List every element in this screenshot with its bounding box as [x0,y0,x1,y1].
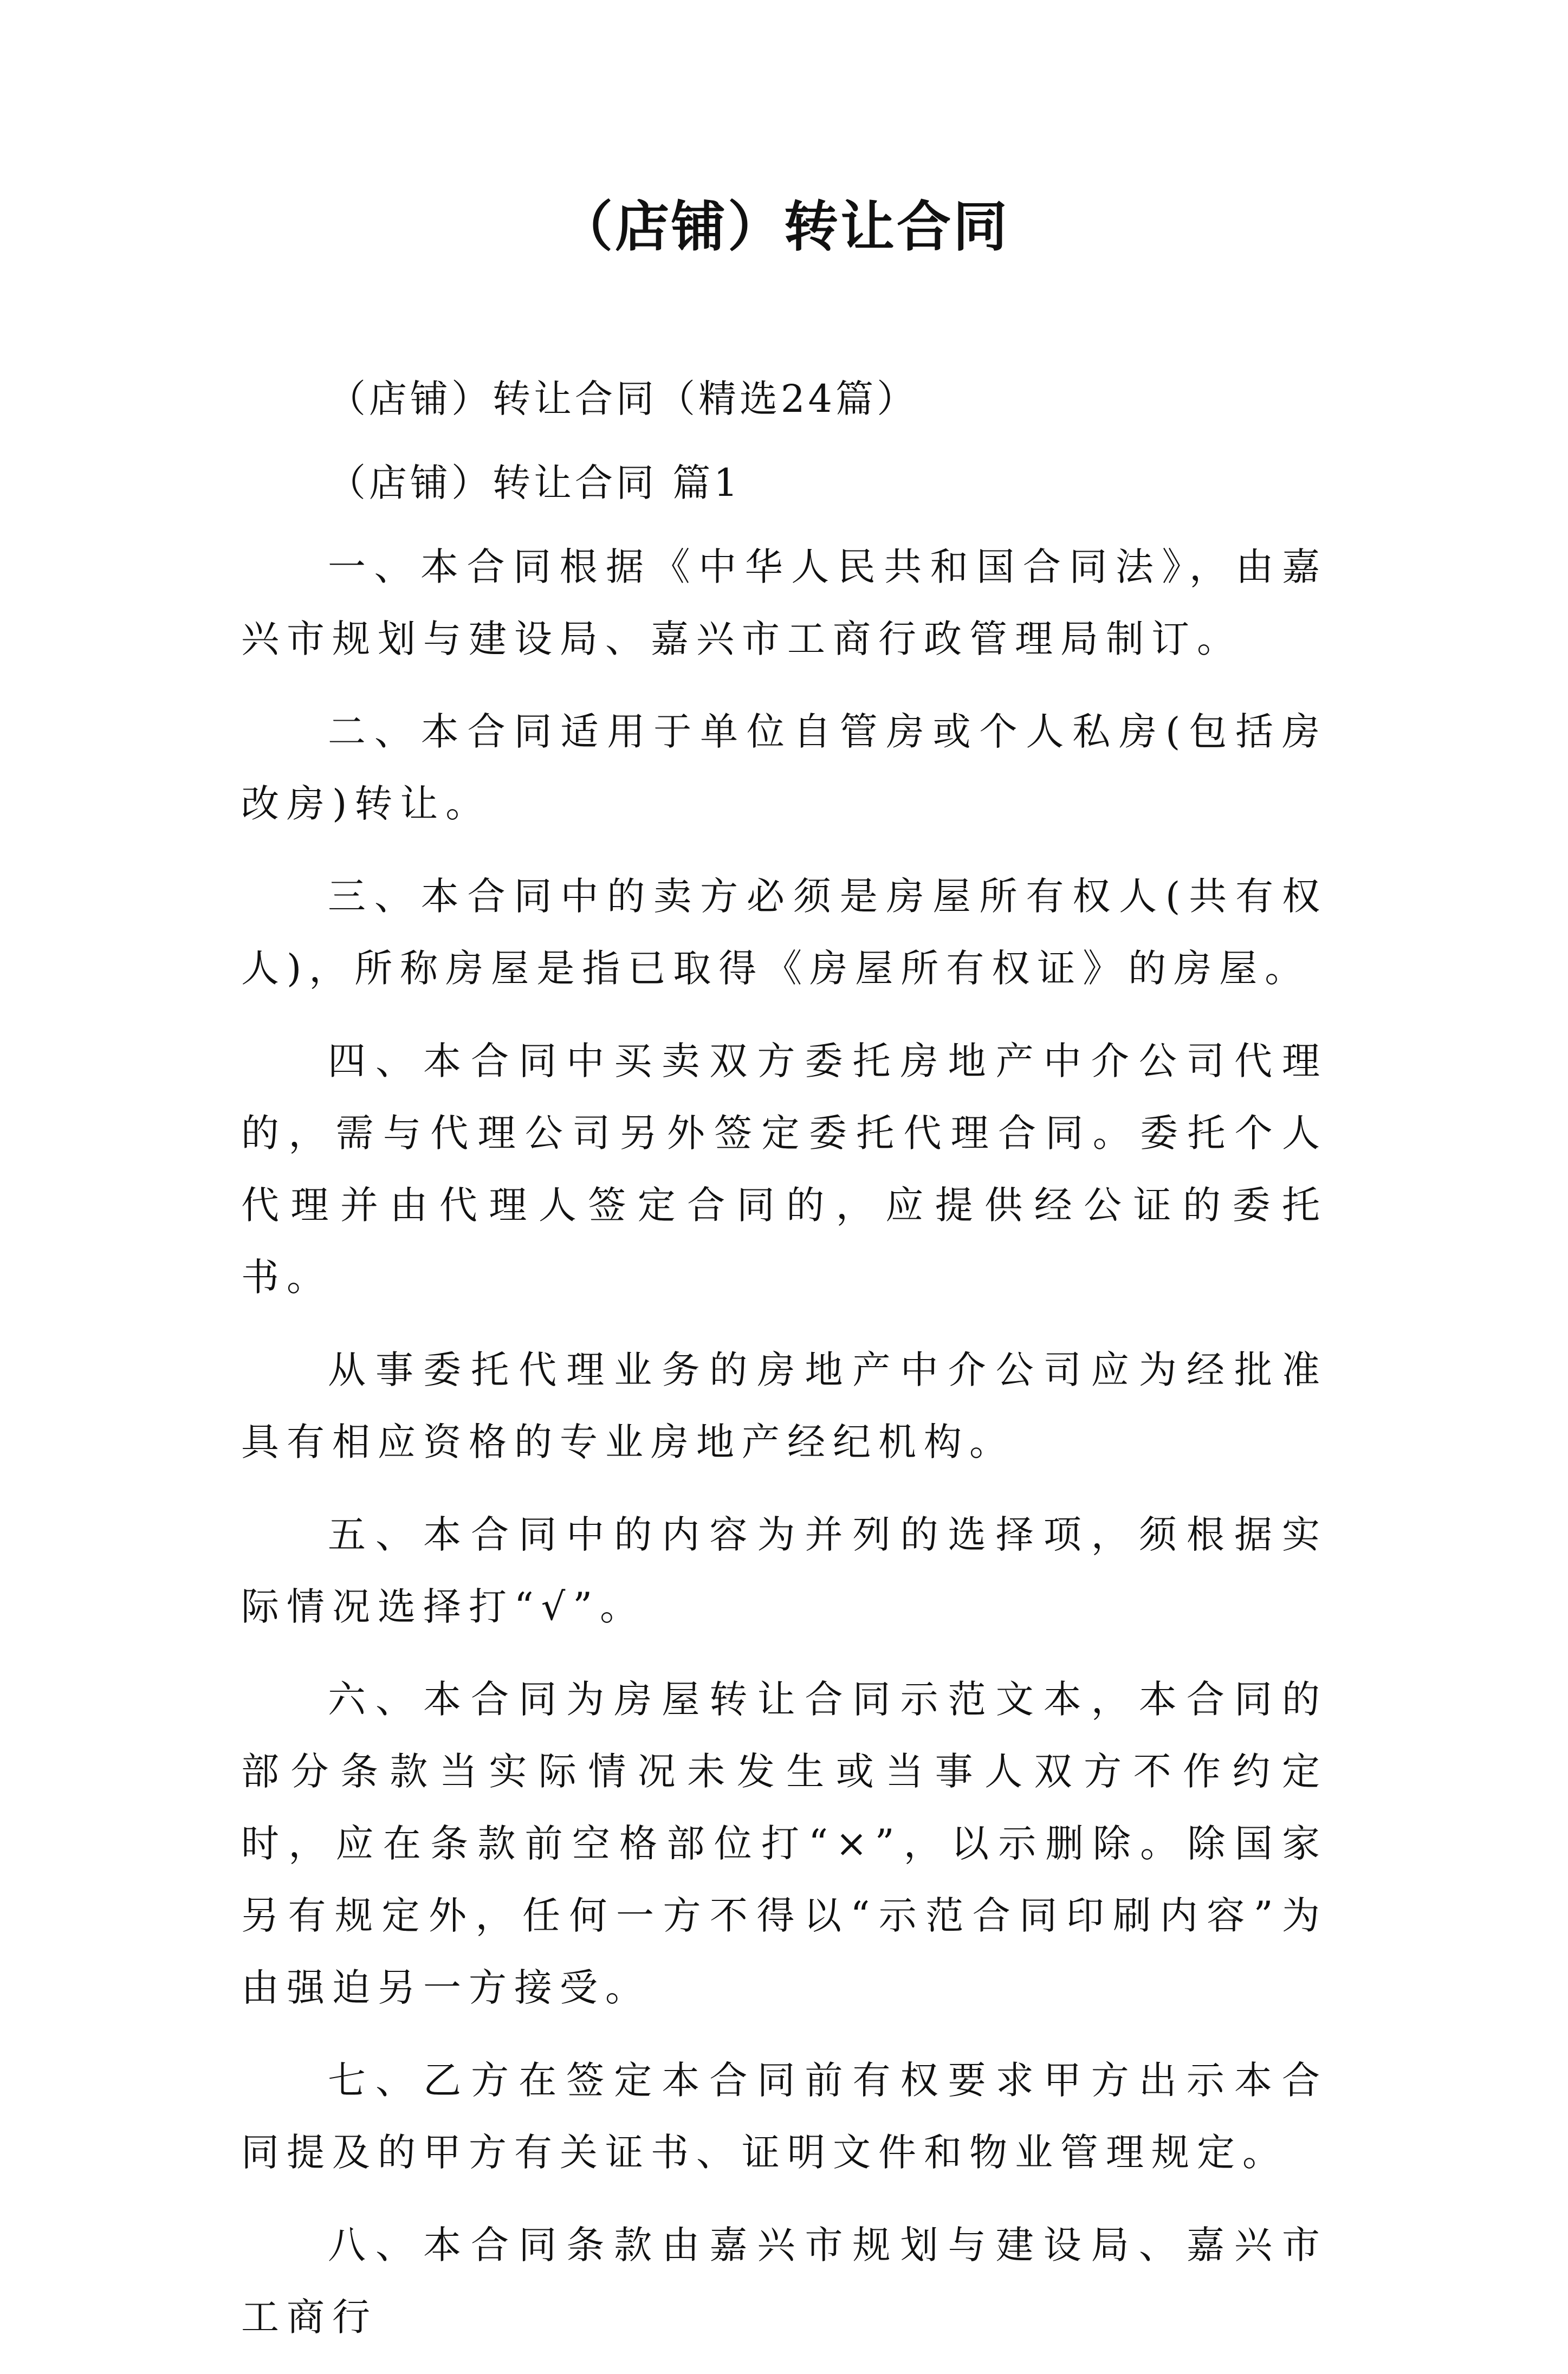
paragraph-5: 从事委托代理业务的房地产中介公司应为经批准具有相应资格的专业房地产经纪机构。 [241,1348,1327,1464]
paragraph-4: 四、本合同中买卖双方委托房地产中介公司代理的，需与代理公司另外签定委托代理合同。委托个人代理并由代理人签定合同的，应提供经公证的委托书。 [241,1039,1327,1299]
paragraph-3: 三、本合同中的卖方必须是房屋所有权人(共有权人)，所称房屋是指已取得《房屋所有权证》的房屋。 [241,874,1327,991]
document-body [241,363,1327,2374]
paragraph-8: 七、乙方在签定本合同前有权要求甲方出示本合同提及的甲方有关证书、证明文件和物业管理规定。 [241,2058,1327,2175]
paragraph-1: 一、本合同根据《中华人民共和国合同法》，由嘉兴市规划与建设局、嘉兴市工商行政管理局制订。 [241,545,1327,661]
section-heading: （店铺）转让合同 篇1 [328,461,741,505]
paragraph-6: 五、本合同中的内容为并列的选择项，须根据实际情况选择打“√”。 [241,1512,1327,1629]
paragraph-7: 六、本合同为房屋转让合同示范文本，本合同的部分条款当实际情况未发生或当事人双方不作约定时，应在条款前空格部位打“×”，以示删除。除国家另有规定外，任何一方不得以“示范合同印刷内容”为由强迫另一方接受。 [241,1677,1327,2010]
paragraph-9: 八、本合同条款由嘉兴市规划与建设局、嘉兴市工商行 [241,2223,1327,2339]
document-subtitle: （店铺）转让合同（精选24篇） [328,377,918,421]
paragraph-2: 二、本合同适用于单位自管房或个人私房(包括房改房)转让。 [241,709,1327,826]
document-title: （店铺）转让合同 [559,195,1009,258]
